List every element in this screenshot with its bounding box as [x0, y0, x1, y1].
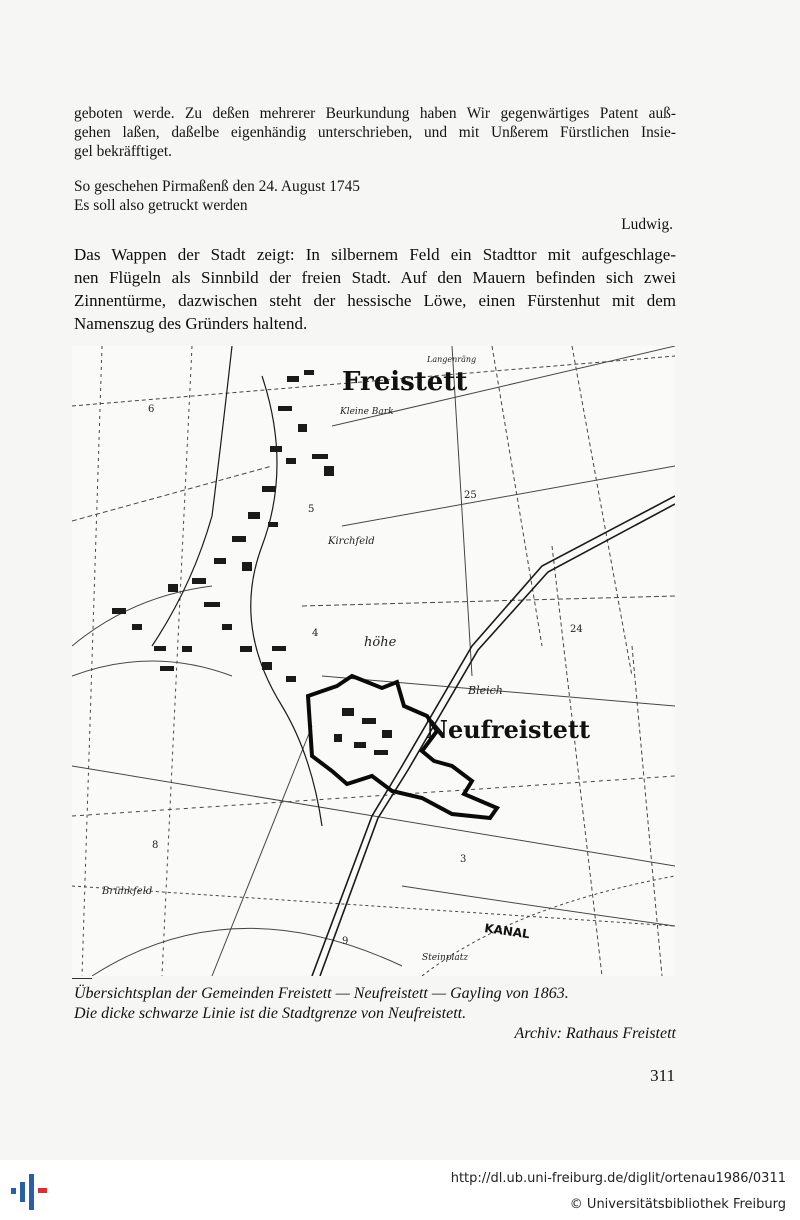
dateline-paragraph: [74, 177, 676, 215]
map-label-kanal: KANAL: [483, 921, 531, 942]
coat-of-arms-paragraph: [74, 243, 676, 335]
letter-paragraph: [74, 104, 676, 161]
map-label-5: 5: [308, 504, 315, 515]
source-url-link[interactable]: http://dl.ub.uni-freiburg.de/diglit/ortenau1986/0311: [450, 1171, 786, 1186]
map-label-neufreistett: Neufreistett: [426, 715, 591, 744]
paragraph1-line2: gehen laßen, daßelbe eigenhändig unterschrieben, und mit Unßerem Fürstlichen Insie-: [74, 124, 676, 141]
copyright-notice: © Universitätsbibliothek Freiburg: [569, 1197, 786, 1212]
map-label-bruehkfeld: Brühkfeld: [102, 886, 153, 897]
caption-line2: Die dicke schwarze Linie ist die Stadtgrenze von Neufreistett.: [74, 1005, 467, 1022]
caption-line1: Übersichtsplan der Gemeinden Freistett — Neufreistett — Gayling von 1863.: [74, 985, 569, 1002]
dateline: So geschehen Pirmaßenß den 24. August 1745: [74, 178, 360, 195]
map-label-kirchfeld: Kirchfeld: [328, 536, 375, 547]
library-footer: [0, 1160, 800, 1220]
map-label-6: 6: [148, 404, 155, 415]
map-label-bleich: Bleich: [468, 684, 503, 697]
paragraph3-line1: Das Wappen der Stadt zeigt: In silbernem Feld ein Stadttor mit aufgeschlage-: [74, 245, 676, 264]
library-logo-icon: [8, 1170, 52, 1214]
map-label-kleine-bark: Kleine Bark: [340, 407, 394, 417]
neufreistett-boundary: [308, 676, 497, 818]
map-label-25: 25: [464, 490, 477, 501]
historic-map: [72, 346, 675, 976]
neufreistett-buildings: [334, 708, 392, 755]
map-field-lines: [72, 346, 675, 976]
map-label-9: 9: [342, 936, 349, 947]
caption-rule: [72, 978, 92, 979]
map-label-8: 8: [152, 840, 159, 851]
map-caption: [74, 984, 676, 1044]
paragraph3-line3: Zinnentürme, dazwischen steht der hessische Löwe, einen Fürstenhut mit dem: [74, 291, 676, 310]
caption-source: Archiv: Rathaus Freistett: [514, 1025, 676, 1042]
map-label-steinplatz: Steinplatz: [422, 953, 469, 963]
freistett-buildings: [112, 370, 334, 682]
paragraph1-line1: geboten werde. Zu deßen mehrerer Beurkundung haben Wir gegenwärtiges Patent auß-: [74, 105, 676, 122]
map-label-3: 3: [460, 854, 467, 865]
paragraph3-line2: nen Flügeln als Sinnbild der freien Stadt. Auf den Mauern befinden sich zwei: [74, 268, 676, 287]
page-number: 311: [650, 1066, 675, 1085]
print-order: Es soll also getruckt werden: [74, 197, 248, 214]
paragraph1-line3: gel bekräfftiget.: [74, 143, 173, 160]
map-label-24: 24: [570, 624, 583, 635]
map-label-hoehe: höhe: [364, 635, 397, 650]
paragraph3-line4: Namenszug des Gründers haltend.: [74, 314, 308, 333]
map-label-4: 4: [312, 628, 319, 639]
signature: Ludwig.: [621, 216, 673, 233]
map-label-langenraeng: Langenräng: [427, 355, 477, 364]
map-drawing: [72, 346, 675, 976]
map-label-freistett: Freistett: [342, 367, 468, 397]
